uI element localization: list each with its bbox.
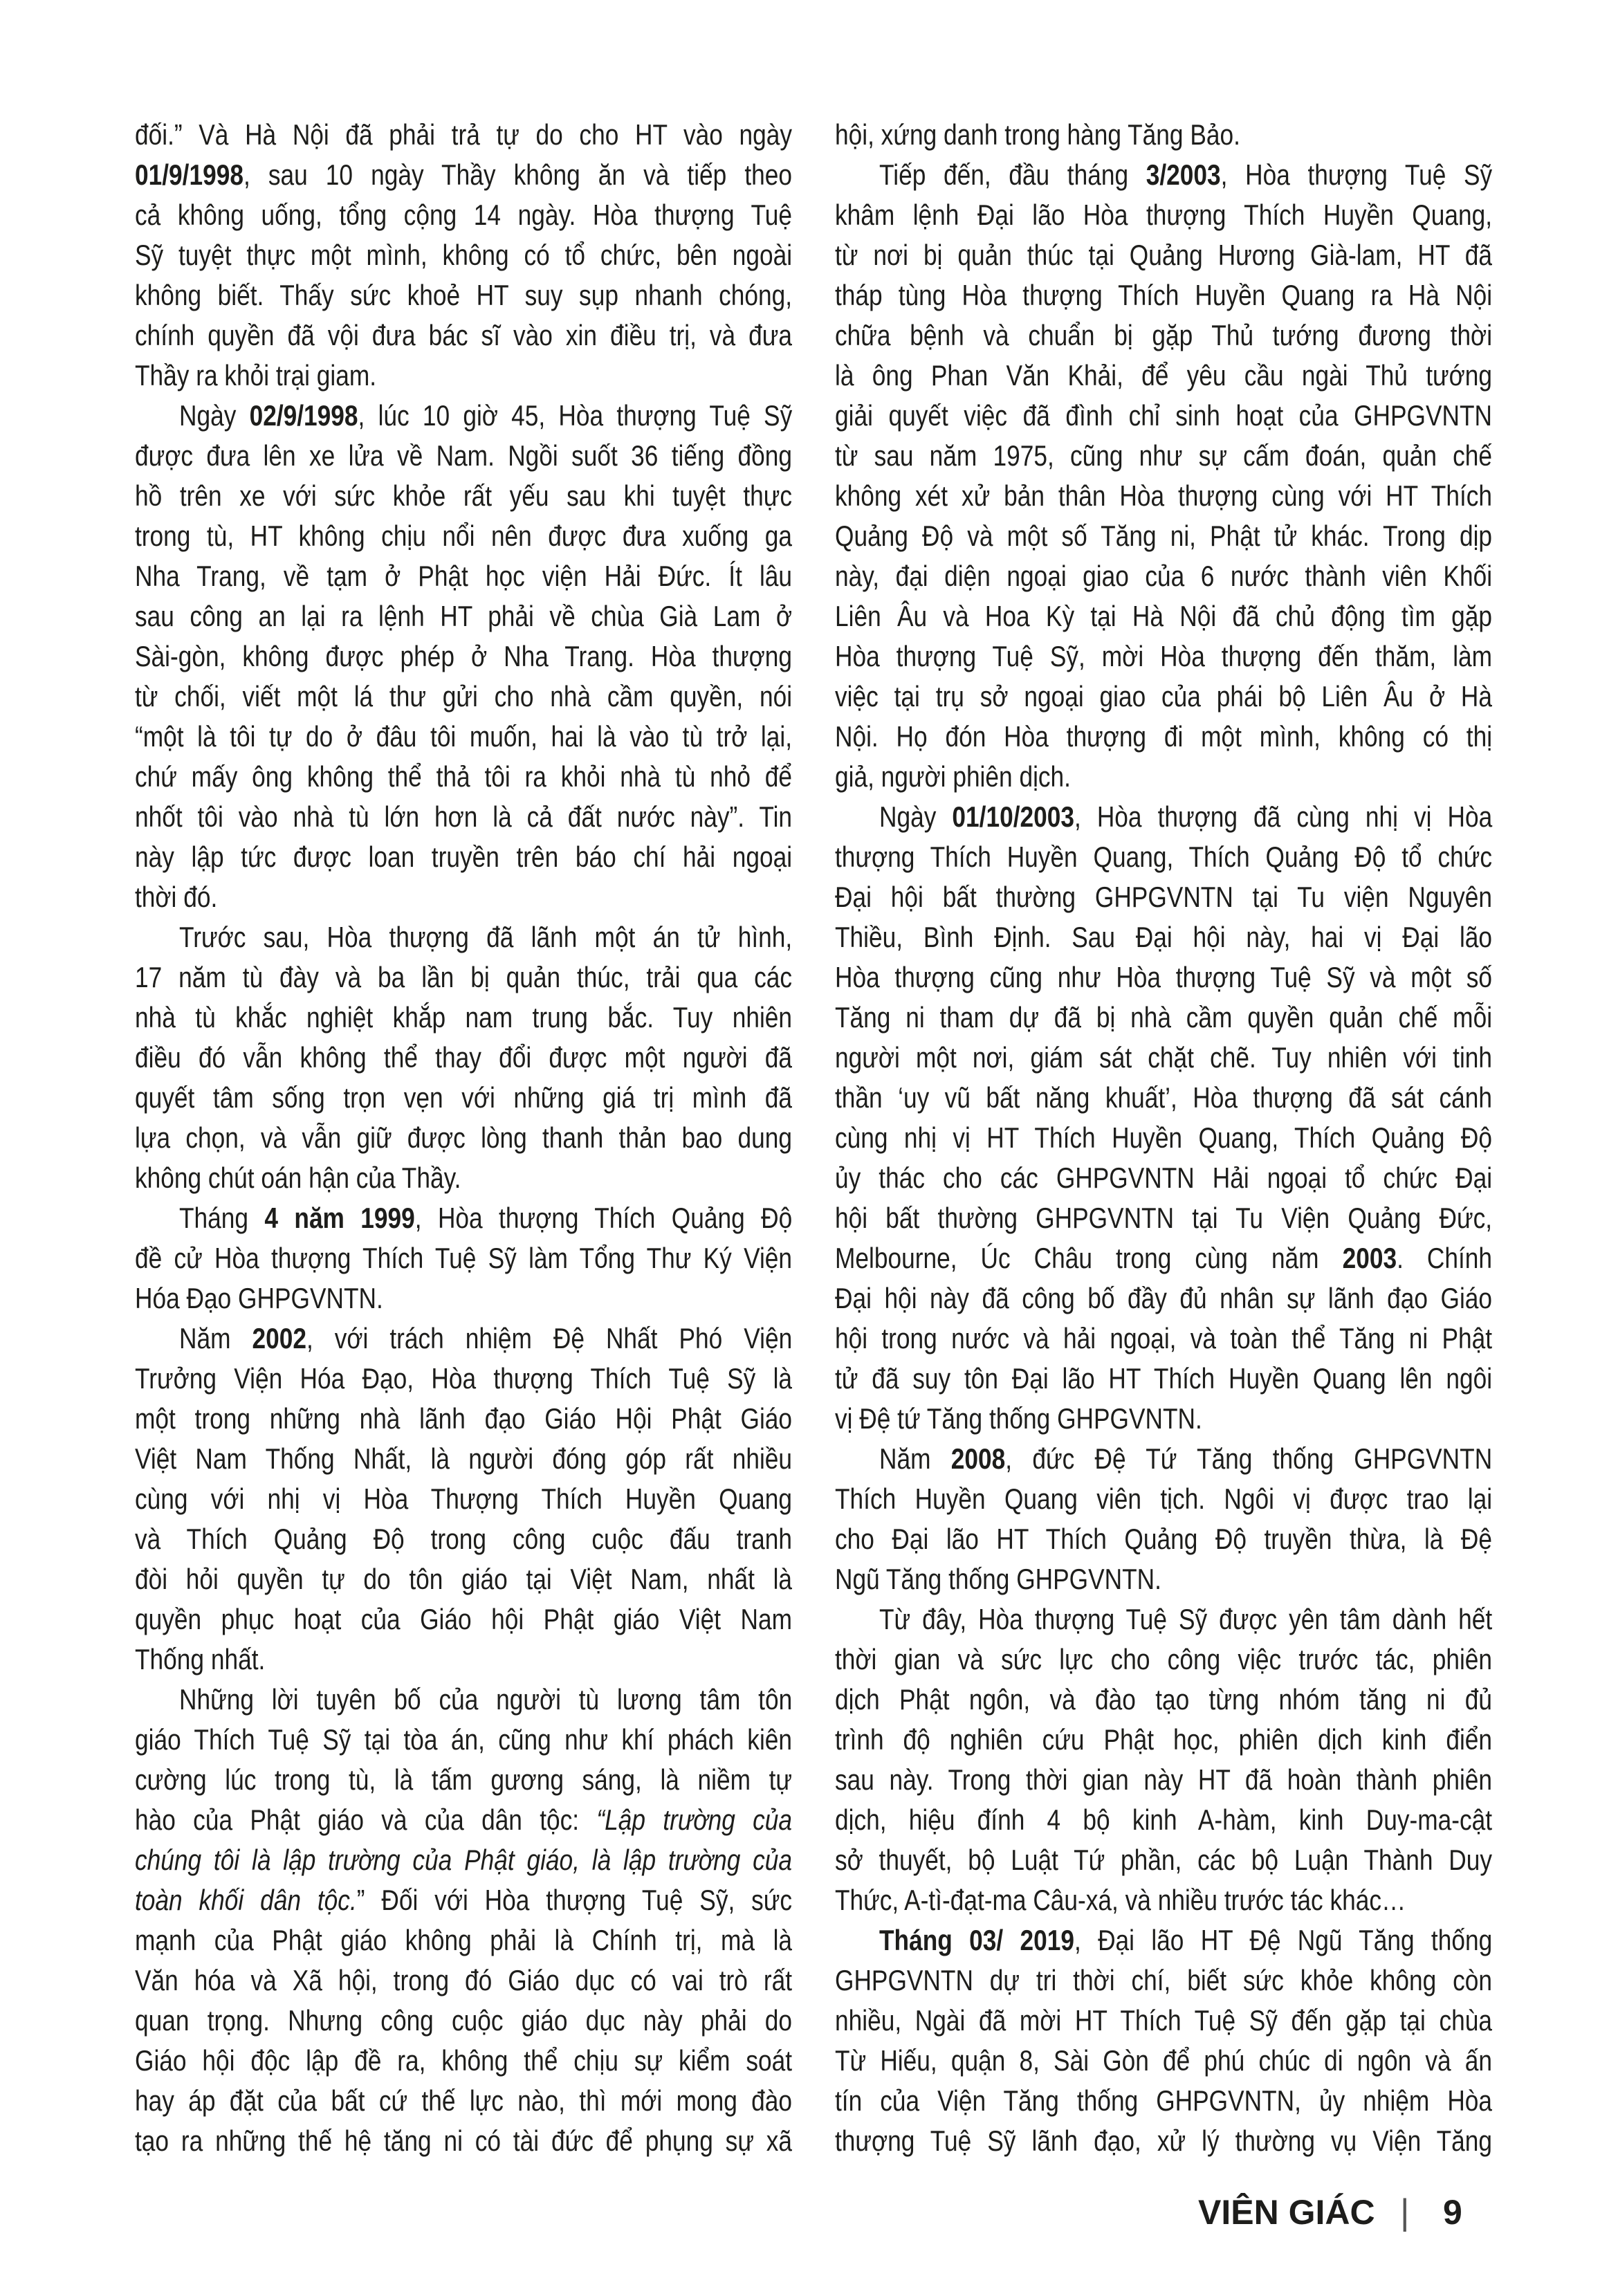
text-line	[135, 1359, 792, 1399]
line-text: Ngũ Tăng thống GHPGVNTN.	[835, 1563, 1161, 1595]
line-text: Trưởng Viện Hóa Đạo, Hòa thượng Thích Tuệ Sỹ là	[135, 1362, 793, 1395]
text-line	[835, 837, 1492, 877]
line-text: Liên Âu và Hoa Kỳ tại Hà Nội đã chủ động tìm gặp	[835, 600, 1493, 632]
line-text: từ chối, viết một lá thư gửi cho nhà cầm quyền, nói	[135, 680, 793, 713]
line-text: sau công an lại ra lệnh HT phải về chùa Già Lam ở	[135, 600, 793, 632]
line-text: giải quyết việc đã đình chỉ sinh hoạt của GHPGVNTN	[835, 399, 1493, 432]
text-line	[135, 1118, 792, 1158]
paragraph	[135, 1198, 792, 1319]
line-text: cho Đại lão HT Thích Quảng Độ truyền thừa, là Đệ	[835, 1523, 1493, 1555]
text-run: Năm	[179, 1322, 252, 1354]
line-text: Thiều, Bình Định. Sau Đại hội này, hai vị Đại lão	[835, 921, 1493, 953]
line-text: từ nơi bị quản thúc tại Quảng Hương Già-lam, HT đã	[835, 239, 1493, 271]
text-line	[835, 115, 1492, 155]
line-text: người một nơi, giám sát chặt chẽ. Tuy nhiên với tinh	[835, 1041, 1493, 1074]
text-line	[835, 677, 1492, 717]
line-text: nhà tù khắc nghiệt khắp nam trung bắc. Tuy nhiên	[135, 1001, 793, 1034]
line-text: trình độ nghiên cứu Phật học, phiên dịch kinh điển	[835, 1723, 1493, 1756]
text-line	[835, 235, 1492, 275]
text-line	[835, 2081, 1492, 2121]
line-text: thời gian và sức lực cho công việc trước tác, phiên	[835, 1643, 1493, 1675]
line-text: từ sau năm 1975, cũng như sự cấm đoán, quản chế	[835, 439, 1493, 472]
line-text: Văn hóa và Xã hội, trong đó Giáo dục có vai trò rất	[135, 1964, 793, 1996]
italic-text: “Lập trường của	[596, 1803, 793, 1836]
line-text: chữa bệnh và chuẩn bị gặp Thủ tướng đương thời	[835, 319, 1493, 351]
line-text: hội bất thường GHPGVNTN tại Tu Viện Quảng Đức,	[835, 1202, 1493, 1234]
text-line	[135, 1840, 792, 1880]
line-text: quyền phục hoạt của Giáo hội Phật giáo Việt Nam	[135, 1603, 793, 1635]
text-line	[835, 1158, 1492, 1198]
bold-text: 4 năm 1999	[264, 1202, 415, 1234]
text-line	[835, 1960, 1492, 2001]
line-text: Những lời tuyên bố của người tù lương tâm tôn	[179, 1683, 793, 1716]
line-text: Từ đây, Hòa thượng Tuệ Sỹ được yên tâm dành hết	[879, 1603, 1493, 1635]
text-run: , Hòa thượng đã cùng nhị vị Hòa	[1074, 800, 1493, 833]
text-line	[135, 2081, 792, 2121]
text-line	[135, 877, 792, 917]
line-text: Tăng ni tham dự đã bị nhà cầm quyền quản chế mỗi	[835, 1001, 1493, 1034]
line-text: Việt Nam Thống Nhất, là người đóng góp rất nhiều	[135, 1442, 793, 1475]
line-text	[135, 1800, 792, 1840]
text-line	[835, 2041, 1492, 2081]
text-line	[135, 2001, 792, 2041]
text-line	[135, 1720, 792, 1760]
text-line	[135, 1038, 792, 1078]
text-run: , với trách nhiệm Đệ Nhất Phó Viện	[306, 1322, 793, 1354]
text-line	[835, 1439, 1492, 1479]
text-line	[135, 1439, 792, 1479]
line-text	[835, 1238, 1492, 1278]
text-line	[835, 436, 1492, 476]
line-text: được đưa lên xe lửa về Nam. Ngồi suốt 36 tiếng đồng	[135, 439, 793, 472]
line-text: là ông Phan Văn Khải, để yêu cầu ngài Thủ tướng	[835, 359, 1493, 392]
line-text: hội, xứng danh trong hàng Tăng Bảo.	[835, 118, 1240, 151]
text-line	[835, 998, 1492, 1038]
text-line	[835, 1720, 1492, 1760]
line-text: việc tại trụ sở ngoại giao của phái bộ Liên Âu ở Hà	[835, 680, 1493, 713]
text-line	[835, 2121, 1492, 2161]
text-run: , lúc 10 giờ 45, Hòa thượng Tuệ Sỹ	[358, 399, 793, 432]
right-column	[835, 115, 1492, 2161]
text-line	[135, 677, 792, 717]
text-line	[135, 636, 792, 677]
text-run: hào của Phật giáo và của dân tộc:	[135, 1803, 597, 1836]
text-line	[135, 1238, 792, 1278]
text-line	[835, 556, 1492, 596]
line-text: đề cử Hòa thượng Thích Tuệ Sỹ làm Tổng Thư Ký Viện	[135, 1242, 793, 1274]
text-line	[835, 757, 1492, 797]
text-line	[135, 957, 792, 998]
text-line	[135, 1599, 792, 1640]
line-text: Đại hội này đã công bố đầy đủ nhân sự lãnh đạo Giáo	[835, 1282, 1493, 1314]
line-text: ủy thác cho các GHPGVNTN Hải ngoại tổ chức Đại	[835, 1161, 1493, 1194]
text-line	[135, 315, 792, 356]
text-line	[135, 596, 792, 636]
line-text: Đại hội bất thường GHPGVNTN tại Tu viện Nguyên	[835, 881, 1493, 913]
bold-text: 2002	[252, 1322, 306, 1354]
line-text	[879, 797, 1492, 837]
bold-text: 01/10/2003	[952, 800, 1074, 833]
line-text: cùng nhị vị HT Thích Huyền Quang, Thích Quảng Độ	[835, 1121, 1493, 1154]
text-line	[835, 155, 1492, 195]
text-line	[835, 275, 1492, 315]
text-line	[835, 1680, 1492, 1720]
text-line	[835, 476, 1492, 516]
text-line	[135, 1680, 792, 1720]
line-text: Giáo hội độc lập đề ra, không thể chịu sự kiểm soát	[135, 2044, 793, 2077]
bold-text: 2003	[1342, 1242, 1397, 1274]
line-text	[879, 1920, 1492, 1960]
line-text: này lập tức được loan truyền trên báo chí hải ngoại	[135, 841, 793, 873]
line-text: hồ trên xe với sức khỏe rất yếu sau khi tuyệt thực	[135, 479, 793, 512]
text-line	[135, 396, 792, 436]
text-run: Tiếp đến, đầu tháng	[879, 158, 1146, 191]
text-line	[835, 1278, 1492, 1319]
text-line	[835, 1479, 1492, 1519]
line-text: Hóa Đạo GHPGVNTN.	[135, 1282, 383, 1314]
text-line	[835, 717, 1492, 757]
text-line	[835, 1920, 1492, 1960]
text-line	[135, 155, 792, 195]
line-text	[135, 155, 792, 195]
line-text: tháp tùng Hòa thượng Thích Huyền Quang ra Hà Nội	[835, 279, 1493, 311]
paragraph	[835, 115, 1492, 155]
text-line	[835, 1640, 1492, 1680]
line-text: giả, người phiên dịch.	[835, 760, 1071, 793]
text-run: , sau 10 ngày Thầy không ăn và tiếp theo	[243, 158, 793, 191]
line-text: Thích Huyền Quang viên tịch. Ngôi vị được trao lại	[835, 1482, 1493, 1515]
line-text: tạo ra những thế hệ tăng ni có tài đức để phụng sự xã	[135, 2124, 793, 2157]
line-text: này, đại diện ngoại giao của 6 nước thành viên Khối	[835, 560, 1493, 592]
text-run: Ngày	[179, 399, 250, 432]
text-line	[835, 315, 1492, 356]
text-line	[135, 556, 792, 596]
line-text: một trong những nhà lãnh đạo Giáo Hội Phật Giáo	[135, 1402, 793, 1435]
line-text: dịch Phật ngôn, và đào tạo từng nhóm tăng ni đủ	[835, 1683, 1493, 1716]
text-line	[835, 516, 1492, 556]
line-text: hội trong nước và hải ngoại, và toàn thể Tăng ni Phật	[835, 1322, 1493, 1354]
text-line	[835, 396, 1492, 436]
line-text: lựa chọn, và vẫn giữ được lòng thanh thản bao dung	[135, 1121, 793, 1154]
text-line	[135, 275, 792, 315]
text-run: Melbourne, Úc Châu trong cùng năm	[835, 1242, 1343, 1274]
line-text: và Thích Quảng Độ trong công cuộc đấu tranh	[135, 1523, 793, 1555]
text-line	[135, 1559, 792, 1599]
paragraph	[835, 1439, 1492, 1599]
line-text: sau này. Trong thời gian này HT đã hoàn thành phiên	[835, 1763, 1493, 1796]
line-text	[879, 155, 1492, 195]
line-text	[879, 1439, 1492, 1479]
line-text: Hòa thượng Tuệ Sỹ, mời Hòa thượng đến thăm, làm	[835, 640, 1493, 672]
line-text: hay áp đặt của bất cứ thế lực nào, thì mới mong đào	[135, 2084, 793, 2117]
text-line	[135, 2041, 792, 2081]
text-line	[835, 1238, 1492, 1278]
paragraph	[135, 396, 792, 917]
text-line	[835, 1800, 1492, 1840]
bold-text: 01/9/1998	[135, 158, 243, 191]
text-line	[835, 1399, 1492, 1439]
line-text: 17 năm tù đày và ba lần bị quản thúc, trải qua các	[135, 961, 793, 993]
line-text: thượng Thích Huyền Quang, Thích Quảng Độ tổ chức	[835, 841, 1493, 873]
line-text: thượng Tuệ Sỹ lãnh đạo, xử lý thường vụ Viện Tăng	[835, 2124, 1493, 2157]
italic-text: toàn khối dân tộc.	[135, 1884, 357, 1916]
line-text: tử đã suy tôn Đại lão HT Thích Huyền Quang lên ngôi	[835, 1362, 1493, 1395]
text-line	[835, 957, 1492, 998]
text-line	[835, 1359, 1492, 1399]
text-line	[135, 356, 792, 396]
text-line	[135, 1760, 792, 1800]
text-line	[835, 1078, 1492, 1118]
text-line	[135, 837, 792, 877]
text-run: , đức Đệ Tứ Tăng thống GHPGVNTN	[1005, 1442, 1493, 1475]
line-text	[179, 1198, 792, 1238]
bold-text: 02/9/1998	[249, 399, 358, 432]
line-text: cả không uống, tổng cộng 14 ngày. Hòa thượng Tuệ	[135, 199, 793, 231]
text-line	[135, 2121, 792, 2161]
line-text: Thống nhất.	[135, 1643, 266, 1675]
line-text: giáo Thích Tuệ Sỹ tại tòa án, cũng như khí phách kiên	[135, 1723, 793, 1756]
text-run: Ngày	[879, 800, 953, 833]
line-text: đòi hỏi quyền tự do tôn giáo tại Việt Nam, nhất là	[135, 1563, 793, 1595]
line-text: Sài-gòn, không được phép ở Nha Trang. Hòa thượng	[135, 640, 793, 672]
line-text: nhiều, Ngài đã mời HT Thích Tuệ Sỹ đến gặp tại chùa	[835, 2004, 1493, 2037]
text-line	[135, 917, 792, 957]
text-line	[135, 1800, 792, 1840]
text-line	[835, 1840, 1492, 1880]
paragraph	[835, 1599, 1492, 1920]
text-line	[835, 1519, 1492, 1559]
line-text: chứ mấy ông không thể thả tôi ra khỏi nhà tù nhỏ để	[135, 760, 793, 793]
text-run: , Hòa thượng Tuệ Sỹ	[1220, 158, 1493, 191]
italic-text: chúng tôi là lập trường của Phật giáo, là lập trường của	[135, 1844, 793, 1876]
text-line	[135, 797, 792, 837]
line-text: quan trọng. Nhưng công cuộc giáo dục này phải do	[135, 2004, 793, 2037]
text-line	[135, 1519, 792, 1559]
line-text: Thức, A-tì-đạt-ma Câu-xá, và nhiều trước tác khác…	[835, 1884, 1406, 1916]
line-text: không biết. Thấy sức khoẻ HT suy sụp nhanh chóng,	[135, 279, 793, 311]
line-text: cùng với nhị vị Hòa Thượng Thích Huyền Quang	[135, 1482, 793, 1515]
text-line	[835, 1559, 1492, 1599]
line-text: dịch, hiệu đính 4 bộ kinh A-hàm, kinh Duy-ma-cật	[835, 1803, 1493, 1836]
line-text: Nội. Họ đón Hòa thượng đi một mình, không có thị	[835, 720, 1493, 753]
text-line	[835, 356, 1492, 396]
line-text: vị Đệ tứ Tăng thống GHPGVNTN.	[835, 1402, 1202, 1435]
text-line	[835, 1880, 1492, 1920]
text-run: Năm	[879, 1442, 951, 1475]
text-line	[135, 115, 792, 155]
line-text	[135, 1840, 792, 1880]
footer-separator: |	[1400, 2192, 1410, 2232]
text-line	[135, 1960, 792, 2001]
line-text: Quảng Độ và một số Tăng ni, Phật tử khác. Trong dịp	[835, 520, 1493, 552]
text-run: , Hòa thượng Thích Quảng Độ	[414, 1202, 793, 1234]
text-line	[135, 1479, 792, 1519]
text-run: Tháng	[179, 1202, 265, 1234]
text-line	[135, 1198, 792, 1238]
text-line	[835, 2001, 1492, 2041]
line-text	[179, 1319, 792, 1359]
text-line	[835, 1319, 1492, 1359]
page-number: 9	[1443, 2193, 1462, 2232]
text-line	[135, 1078, 792, 1118]
text-line	[135, 1640, 792, 1680]
paragraph	[835, 1920, 1492, 2161]
text-line	[835, 636, 1492, 677]
text-line	[135, 195, 792, 235]
bold-text: Tháng 03/ 2019	[879, 1924, 1074, 1956]
text-line	[135, 516, 792, 556]
line-text: thời đó.	[135, 881, 218, 913]
text-line	[135, 717, 792, 757]
line-text: Nha Trang, về tạm ở Phật học viện Hải Đức. Ít lâu	[135, 560, 793, 592]
text-line	[135, 757, 792, 797]
line-text: điều đó vẫn không thể thay đổi được một người đã	[135, 1041, 793, 1074]
line-text: khâm lệnh Đại lão Hòa thượng Thích Huyền Quang,	[835, 199, 1493, 231]
text-line	[835, 195, 1492, 235]
text-line	[835, 1760, 1492, 1800]
publication-name: VIÊN GIÁC	[1198, 2193, 1375, 2232]
text-line	[135, 1399, 792, 1439]
text-line	[835, 917, 1492, 957]
line-text: tín của Viện Tăng thống GHPGVNTN, ủy nhiệm Hòa	[835, 2084, 1493, 2117]
line-text	[135, 1880, 792, 1920]
paragraph	[135, 1319, 792, 1680]
text-line	[835, 1118, 1492, 1158]
line-text: không xét xử bản thân Hòa thượng cùng với HT Thích	[835, 479, 1493, 512]
line-text	[179, 396, 792, 436]
text-run: , Đại lão HT Đệ Ngũ Tăng thống	[1074, 1924, 1493, 1956]
text-line	[835, 596, 1492, 636]
text-line	[135, 1880, 792, 1920]
line-text: quyết tâm sống trọn vẹn với những giá trị mình đã	[135, 1081, 793, 1114]
text-line	[135, 1920, 792, 1960]
text-line	[135, 1319, 792, 1359]
line-text: GHPGVNTN dự tri thời chí, biết sức khỏe không còn	[835, 1964, 1493, 1996]
line-text: Thầy ra khỏi trại giam.	[135, 359, 377, 392]
line-text: Hòa thượng cũng như Hòa thượng Tuệ Sỹ và một số	[835, 961, 1493, 993]
paragraph	[835, 155, 1492, 797]
line-text: không chút oán hận của Thầy.	[135, 1161, 461, 1194]
paragraph	[135, 1680, 792, 2161]
text-line	[135, 436, 792, 476]
line-text: nhốt tôi vào nhà tù lớn hơn là cả đất nước này”. Tin	[135, 800, 793, 833]
bold-text: 3/2003	[1146, 158, 1221, 191]
line-text: cường lúc trong tù, là tấm gương sáng, là niềm tự	[135, 1763, 793, 1796]
text-line	[835, 1599, 1492, 1640]
line-text: trong tù, HT không chịu nổi nên được đưa xuống ga	[135, 520, 793, 552]
line-text: chính quyền đã vội đưa bác sĩ vào xin điều trị, và đưa	[135, 319, 793, 351]
paragraph	[835, 797, 1492, 1439]
line-text: Sỹ tuyệt thực một mình, không có tổ chức, bên ngoài	[135, 239, 793, 271]
line-text: mạnh của Phật giáo không phải là Chính trị, mà là	[135, 1924, 793, 1956]
text-line	[135, 235, 792, 275]
line-text: sở thuyết, bộ Luật Tứ phần, các bộ Luận Thành Duy	[835, 1844, 1493, 1876]
text-line	[835, 1198, 1492, 1238]
line-text: Trước sau, Hòa thượng đã lãnh một án tử hình,	[179, 921, 793, 953]
text-run: . Chính	[1397, 1242, 1493, 1274]
line-text: Từ Hiếu, quận 8, Sài Gòn để phú chúc di ngôn và ấn	[835, 2044, 1493, 2077]
left-column	[135, 115, 792, 2161]
text-line	[135, 1158, 792, 1198]
text-line	[835, 877, 1492, 917]
text-line	[835, 797, 1492, 837]
line-text: đối.” Và Hà Nội đã phải trả tự do cho HT vào ngày	[135, 118, 793, 151]
line-text: thần ‘uy vũ bất năng khuất’, Hòa thượng đã sát cánh	[835, 1081, 1493, 1114]
text-line	[835, 1038, 1492, 1078]
paragraph	[135, 115, 792, 396]
bold-text: 2008	[950, 1442, 1006, 1475]
text-line	[135, 476, 792, 516]
paragraph	[135, 917, 792, 1198]
line-text: “một là tôi tự do ở đâu tôi muốn, hai là vào tù trở lại,	[135, 720, 793, 753]
text-line	[135, 1278, 792, 1319]
text-line	[135, 998, 792, 1038]
text-run: ” Đối với Hòa thượng Tuệ Sỹ, sức	[356, 1884, 793, 1916]
